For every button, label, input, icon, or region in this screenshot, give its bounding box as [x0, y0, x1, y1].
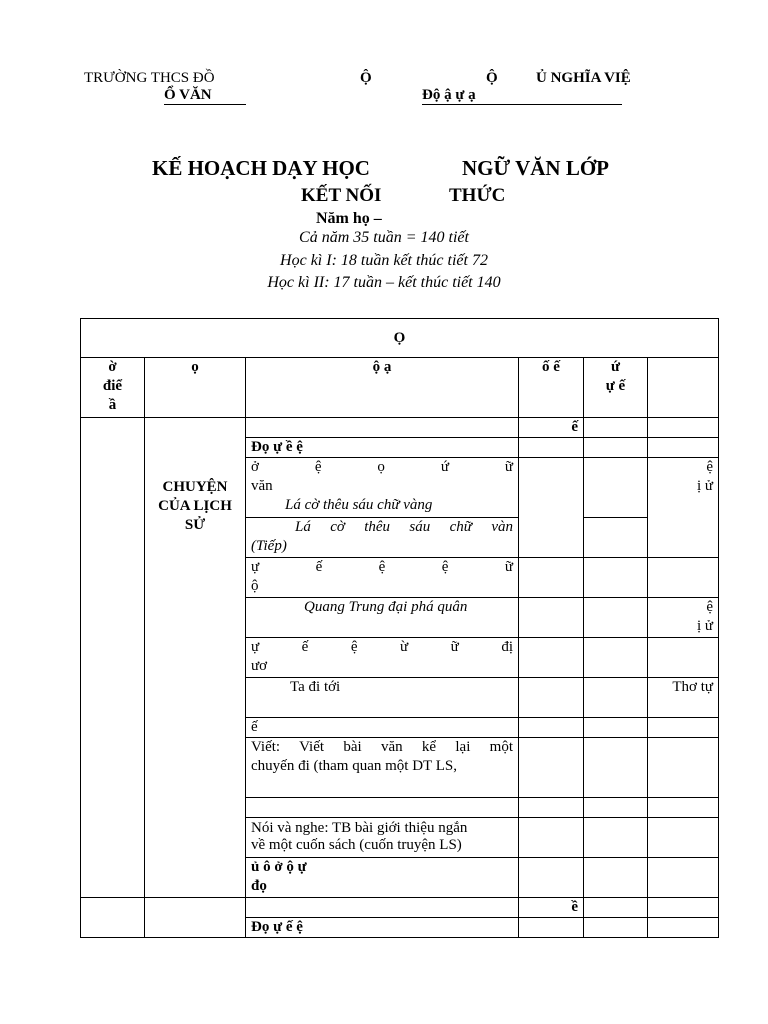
content-cell	[246, 798, 519, 818]
periods-cell	[519, 638, 584, 678]
time-cell	[584, 558, 648, 598]
time-cell	[584, 918, 648, 938]
note-cell	[648, 818, 719, 858]
page-subtitle: KẾT NỐI	[301, 185, 382, 206]
unit-name	[145, 898, 246, 938]
periods-cell	[519, 718, 584, 738]
periods-cell	[519, 458, 584, 558]
note-cell	[648, 738, 719, 798]
content-cell: Quang Trung đại phá quân	[246, 598, 519, 638]
department-name: Ổ VĂN	[164, 87, 246, 105]
school-name: TRƯỜNG THCS ĐỒ	[84, 70, 215, 86]
semester-2: Học kì II: 17 tuần – kết thúc tiết 140	[267, 274, 501, 291]
time-cell	[584, 418, 648, 438]
time-cell	[584, 678, 648, 718]
national-motto: Ủ NGHĨA VIỆ	[536, 70, 631, 86]
content-cell: Đọ ự ề ệ	[246, 438, 519, 458]
note-cell	[648, 558, 719, 598]
time-cell	[81, 418, 145, 898]
periods-cell	[519, 558, 584, 598]
content-cell: ự ế ệ ệ ữ ộ	[246, 558, 519, 598]
periods-cell	[519, 858, 584, 898]
note-cell	[648, 438, 719, 458]
periods-cell	[519, 918, 584, 938]
note-cell	[648, 918, 719, 938]
time-cell	[584, 438, 648, 458]
time-cell	[584, 718, 648, 738]
time-cell	[584, 798, 648, 818]
header-time: ờ điể ầ	[81, 358, 145, 418]
time-cell	[584, 598, 648, 638]
page-title: KẾ HOẠCH DẠY HỌC	[152, 156, 370, 180]
periods-cell	[519, 818, 584, 858]
header-periods: ố ế	[519, 358, 584, 418]
periods-cell	[519, 798, 584, 818]
content-cell: ủ ô ở ộ ự đọ	[246, 858, 519, 898]
table-banner: Ọ	[81, 319, 719, 358]
time-cell	[584, 458, 648, 518]
note-cell	[648, 718, 719, 738]
content-cell: Đọ ự ế ệ	[246, 918, 519, 938]
time-cell	[584, 818, 648, 858]
header-fragment: Ộ	[486, 70, 498, 86]
note-cell: ệ ị ử	[648, 458, 719, 558]
header-unit: ọ	[145, 358, 246, 418]
time-cell	[584, 518, 648, 558]
content-cell: Ta đi tới	[246, 678, 519, 718]
content-cell	[246, 418, 519, 438]
year-summary: Cả năm 35 tuần = 140 tiết	[299, 229, 469, 246]
time-cell	[584, 638, 648, 678]
note-cell	[648, 638, 719, 678]
time-cell	[584, 858, 648, 898]
note-cell	[648, 898, 719, 918]
content-cell: ế	[246, 718, 519, 738]
periods-cell: ế	[519, 418, 584, 438]
time-cell	[584, 738, 648, 798]
time-cell	[81, 898, 145, 938]
periods-cell	[519, 738, 584, 798]
school-year: Năm họ –	[316, 210, 382, 227]
header-note	[648, 358, 719, 418]
page-subtitle-right: THỨC	[449, 185, 506, 206]
time-cell	[584, 898, 648, 918]
content-cell: Lá cờ thêu sáu chữ vàn (Tiếp)	[246, 518, 519, 558]
note-cell	[648, 858, 719, 898]
note-cell: ệ ị ử	[648, 598, 719, 638]
semester-1: Học kì I: 18 tuần kết thúc tiết 72	[280, 252, 488, 269]
content-cell: ở ệ ọ ứ ữ văn Lá cờ thêu sáu chữ vàng	[246, 458, 519, 518]
header-fragment: Ộ	[360, 70, 372, 86]
periods-cell: ề	[519, 898, 584, 918]
note-cell: Thơ tự	[648, 678, 719, 718]
periods-cell	[519, 598, 584, 638]
lesson-plan-table	[80, 318, 719, 938]
note-cell	[648, 798, 719, 818]
content-cell	[246, 898, 519, 918]
header-schedule: ứ ự ế	[584, 358, 648, 418]
content-cell: ự ế ệ ừ ữ đị ươ	[246, 638, 519, 678]
page-title-right: NGỮ VĂN LỚP	[462, 156, 609, 180]
header-content: ộ ạ	[246, 358, 519, 418]
content-cell: Nói và nghe: TB bài giới thiệu ngắn về một cuốn sách (cuốn truyện LS)	[246, 818, 519, 858]
periods-cell	[519, 678, 584, 718]
motto-subline: Độ ậ ự ạ	[422, 87, 622, 105]
note-cell	[648, 418, 719, 438]
periods-cell	[519, 438, 584, 458]
content-cell: Viết: Viết bài văn kể lại một chuyến đi (tham quan một DT LS,	[246, 738, 519, 798]
unit-name: CHUYỆN CỦA LỊCH SỬ	[145, 418, 246, 898]
